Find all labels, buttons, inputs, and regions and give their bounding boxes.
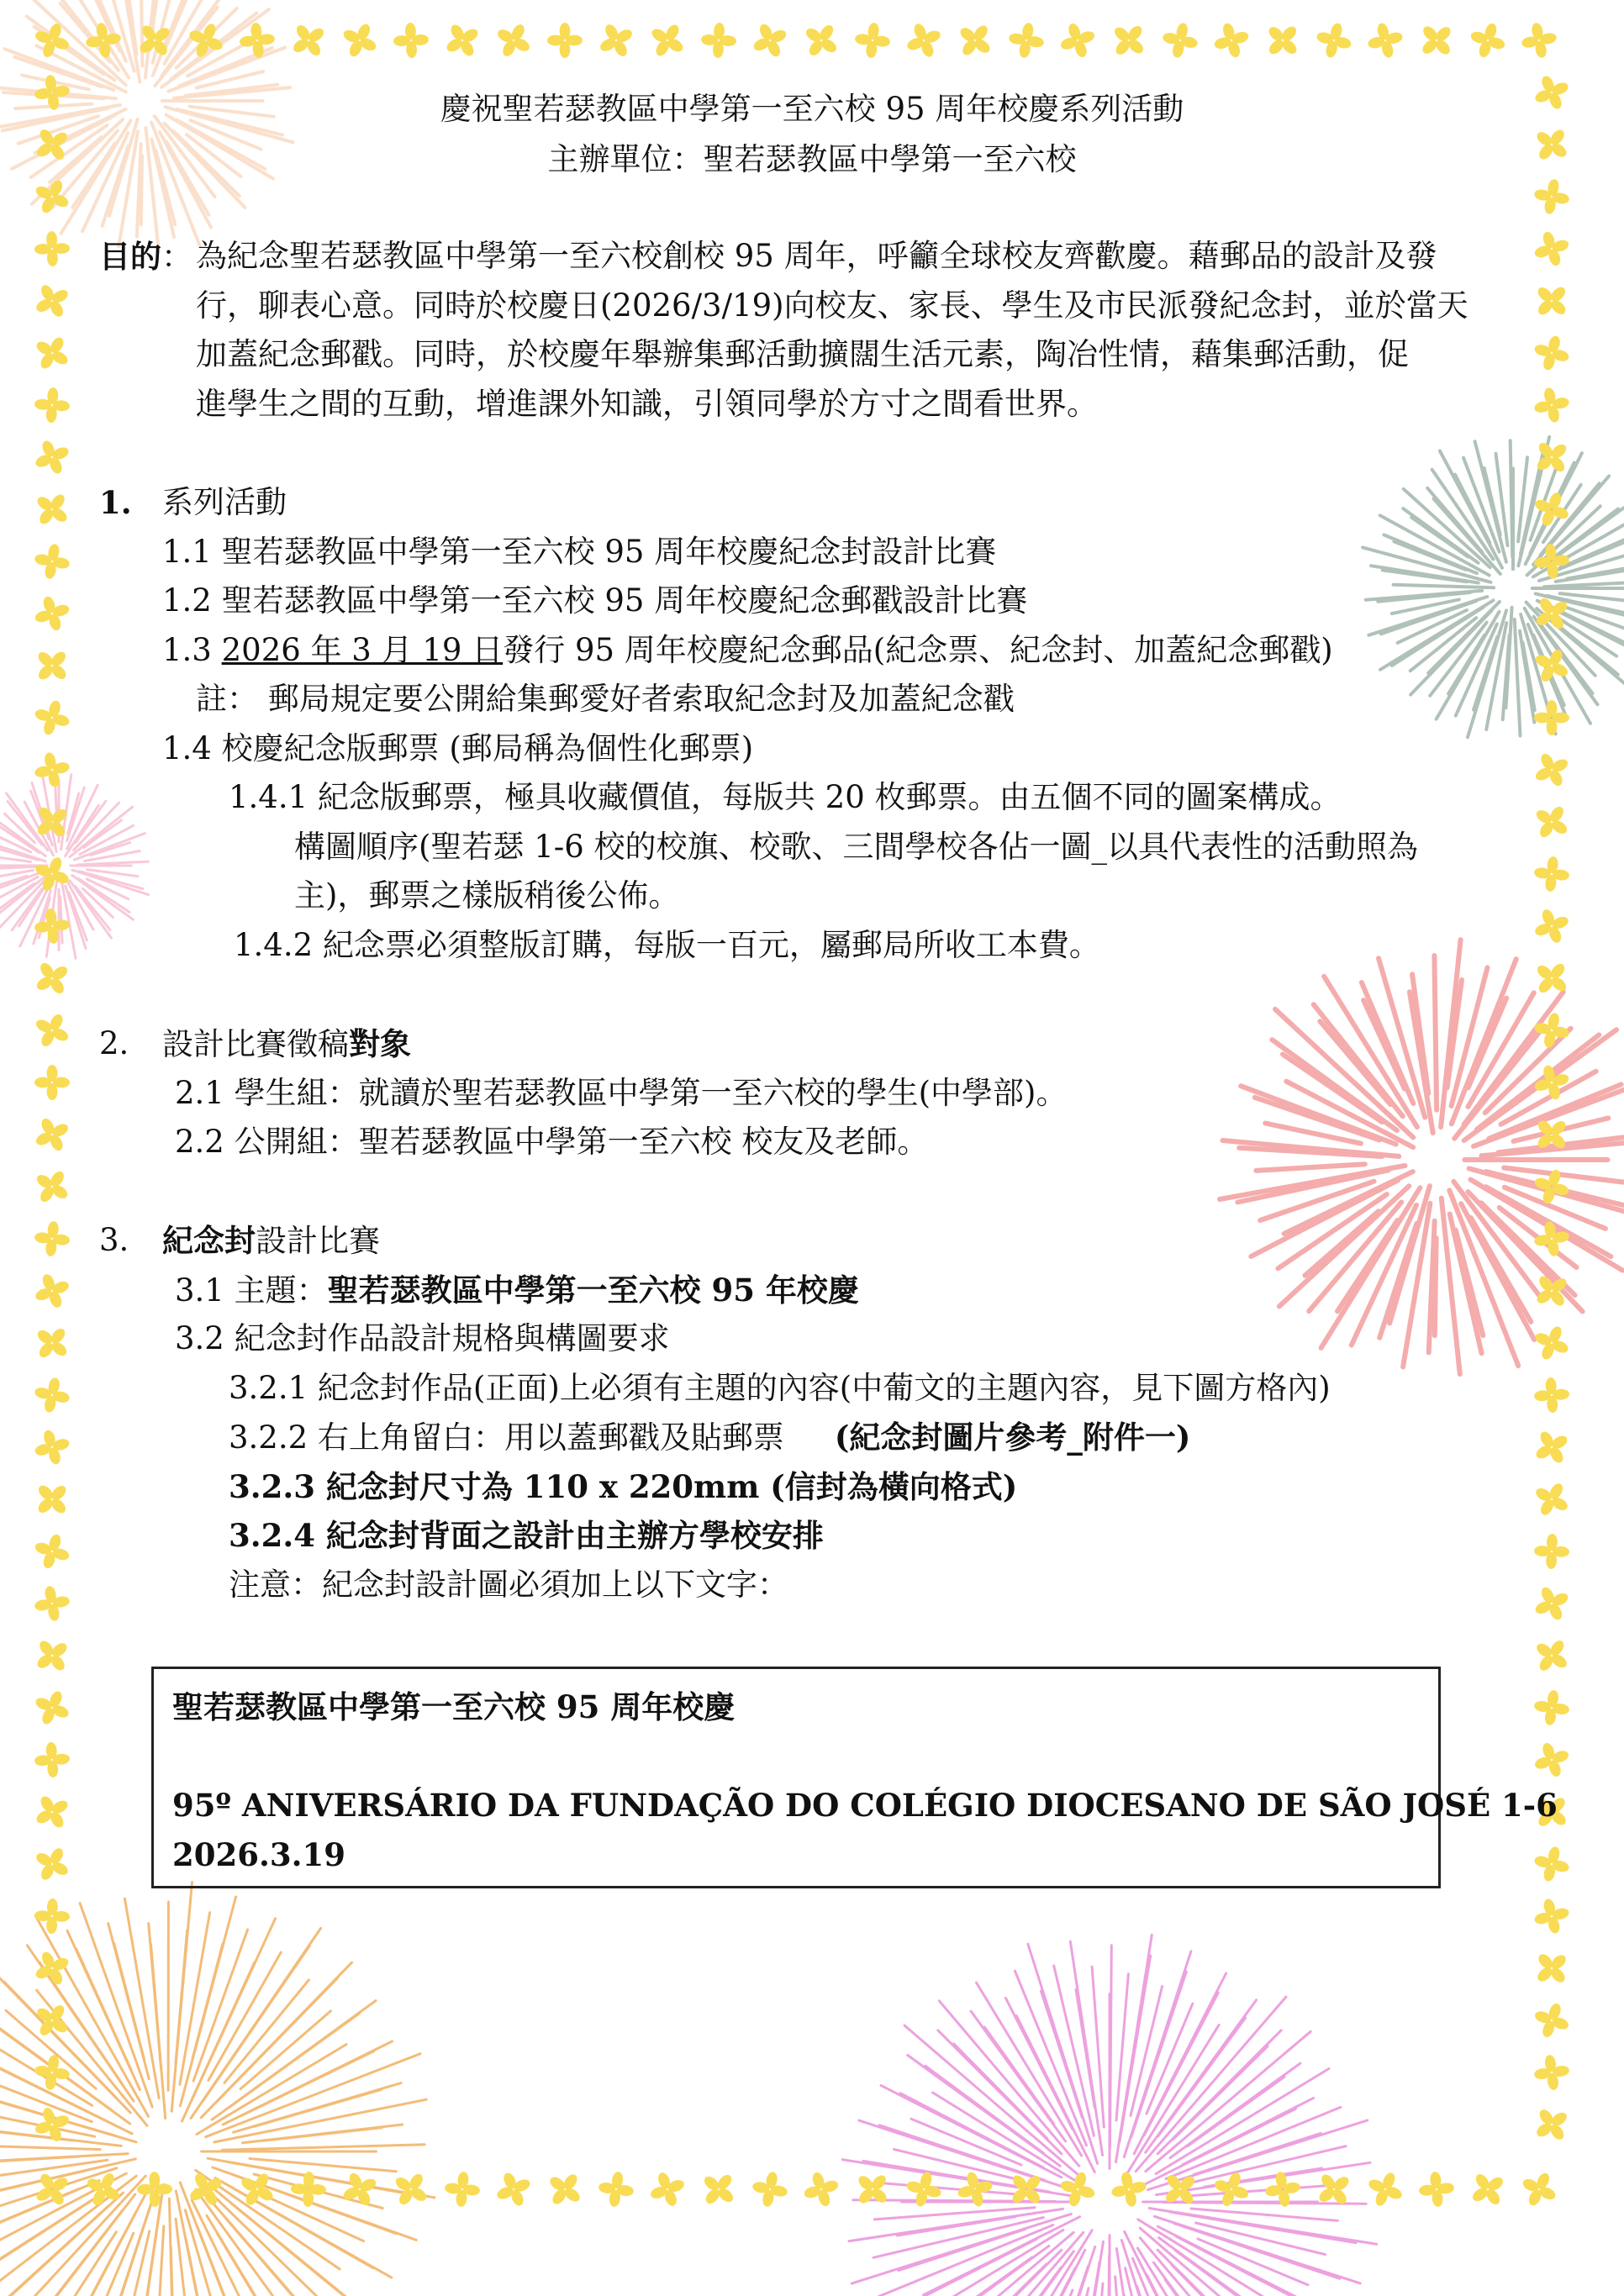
purpose-line-4: 進學生之間的互動，增進課外知識，引領同學於方寸之間看世界。 (196, 386, 1098, 422)
item-1-4: 1.4 校慶紀念版郵票 (郵局稱為個性化郵票) (162, 730, 754, 766)
section-3-title-bold: 紀念封 (162, 1222, 256, 1259)
section-3-title-normal: 設計比賽 (256, 1223, 380, 1259)
box-chinese-text: 聖若瑟教區中學第一至六校 95 周年校慶 (172, 1688, 736, 1725)
section-3-title (162, 1219, 380, 1262)
item-3-2-2-text: 3.2.2 右上角留白：用以蓋郵戳及貼郵票 (229, 1419, 784, 1456)
item-1-4-1-cont-2: 主)，郵票之樣版稍後公佈。 (294, 877, 680, 914)
item-2-2: 2.2 公開組：聖若瑟教區中學第一至六校 校友及老師。 (175, 1124, 929, 1160)
item-3-2-1: 3.2.1 紀念封作品(正面)上必須有主題的內容(中葡文的主題內容，見下圖方格內) (229, 1370, 1331, 1406)
item-3-1-theme: 聖若瑟教區中學第一至六校 95 年校慶 (327, 1272, 859, 1309)
box-portuguese-text: 95º ANIVERSÁRIO DA FUNDAÇÃO DO COLÉGIO DIOCESANO DE SÃO JOSÉ 1-6 (172, 1787, 1558, 1824)
section-3-number: 3. (99, 1222, 129, 1258)
notice-line: 注意：紀念封設計圖必須加上以下文字： (229, 1567, 788, 1603)
item-2-1: 2.1 學生組：就讀於聖若瑟教區中學第一至六校的學生(中學部)。 (175, 1075, 1068, 1111)
purpose-label: 目的 (99, 238, 161, 275)
box-date-text: 2026.3.19 (172, 1836, 345, 1873)
item-1-3 (162, 629, 1333, 671)
section-1-number: 1. (99, 484, 132, 521)
item-1-1: 1.1 聖若瑟教區中學第一至六校 95 周年校慶紀念封設計比賽 (162, 534, 997, 570)
item-1-4-1: 1.4.1 紀念版郵票，極具收藏價值，每版共 20 枚郵票。由五個不同的圖案構成。 (229, 779, 1342, 815)
section-1-title: 系列活動 (162, 484, 287, 520)
section-2-number: 2. (99, 1025, 129, 1061)
section-2-title (162, 1023, 411, 1066)
organizer-line: 主辦單位：聖若瑟教區中學第一至六校 (547, 141, 1077, 177)
section-2-title-normal: 設計比賽徵稿 (162, 1026, 349, 1062)
item-3-1 (175, 1269, 859, 1312)
item-1-3-date: 2026 年 3 月 19 日 (221, 632, 504, 668)
item-3-2: 3.2 紀念封作品設計規格與構圖要求 (175, 1320, 670, 1356)
item-1-3-rest: 發行 95 周年校慶紀念郵品(紀念票、紀念封、加蓋紀念郵戳) (503, 632, 1333, 668)
item-3-2-2-ref: (紀念封圖片參考_附件一) (834, 1419, 1191, 1456)
item-3-2-2 (229, 1416, 1190, 1459)
item-3-1-prefix: 3.1 主題： (175, 1272, 328, 1309)
document-title: 慶祝聖若瑟教區中學第一至六校 95 周年校慶系列活動 (440, 91, 1184, 127)
item-1-3-note: 註： 郵局規定要公開給集郵愛好者索取紀念封及加蓋紀念戳 (196, 681, 1015, 717)
purpose-line-1: 為紀念聖若瑟教區中學第一至六校創校 95 周年，呼籲全球校友齊歡慶。藉郵品的設計及發 (196, 238, 1437, 274)
item-1-3-prefix: 1.3 (162, 632, 222, 668)
purpose-heading (99, 235, 192, 278)
item-1-4-2: 1.4.2 紀念票必須整版訂購，每版一百元，屬郵局所收工本費。 (234, 927, 1100, 963)
item-3-2-3: 3.2.3 紀念封尺寸為 110 x 220mm (信封為橫向格式) (229, 1468, 1018, 1505)
purpose-line-2: 行，聊表心意。同時於校慶日(2026/3/19)向校友、家長、學生及市民派發紀念封，並於當天 (196, 287, 1468, 324)
purpose-line-3: 加蓋紀念郵戳。同時，於校慶年舉辦集郵活動擴闊生活元素，陶冶性情，藉集郵活動，促 (196, 336, 1409, 372)
required-text-box (151, 1667, 1558, 1888)
item-1-4-1-cont-1: 構圖順序(聖若瑟 1-6 校的校旗、校歌、三間學校各佔一圖_以具代表性的活動照為 (294, 829, 1419, 865)
purpose-colon: ： (161, 239, 192, 275)
section-2-title-bold: 對象 (349, 1025, 411, 1062)
item-1-2: 1.2 聖若瑟教區中學第一至六校 95 周年校慶紀念郵戳設計比賽 (162, 582, 1028, 619)
item-3-2-4: 3.2.4 紀念封背面之設計由主辦方學校安排 (229, 1517, 824, 1554)
